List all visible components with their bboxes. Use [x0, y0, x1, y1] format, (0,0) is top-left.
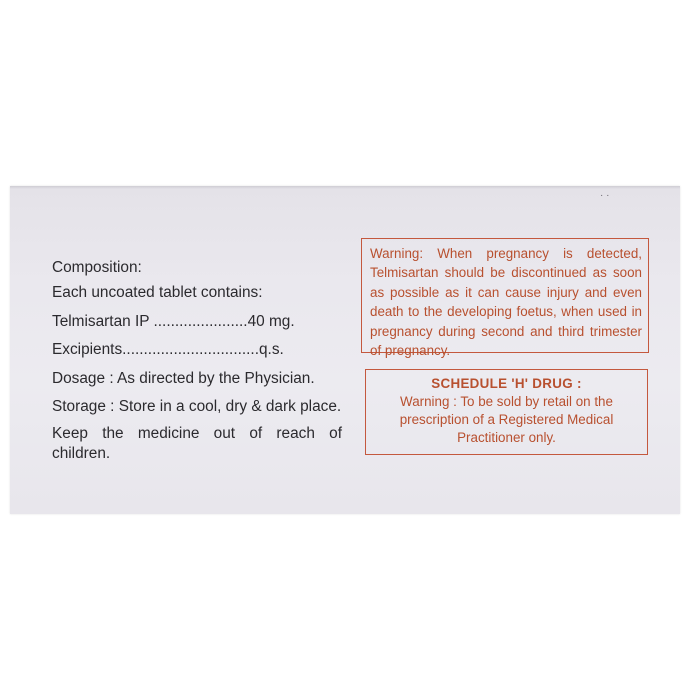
- carton-top-edge: [10, 186, 680, 189]
- composition-heading: Composition:: [52, 259, 142, 276]
- schedule-h-text: Warning : To be sold by retail on the prescription of a Registered Medical Practitioner only.: [399, 394, 614, 445]
- pregnancy-warning-box: [361, 238, 649, 359]
- pregnancy-warning-text: Warning: When pregnancy is detected, Telmisartan should be discontinued as soon as possible as it can cause injury and even death to the developing foetus, when used in pregnancy during second and third trimester of pregnancy.: [370, 246, 642, 359]
- storage-line: Storage : Store in a cool, dry & dark place.: [52, 398, 342, 415]
- schedule-h-title: SCHEDULE 'H' DRUG :: [431, 376, 582, 391]
- print-speck: · ·: [600, 190, 610, 201]
- medicine-carton-panel: [10, 186, 680, 514]
- active-ingredient-line: Telmisartan IP ......................40 mg.: [52, 312, 295, 330]
- tablet-contents-line: Each uncoated tablet contains:: [52, 284, 263, 301]
- composition-block: [52, 258, 342, 471]
- excipients-line: Excipients................................q.s.: [52, 341, 284, 358]
- schedule-h-box: [365, 369, 648, 455]
- keep-away-line: Keep the medicine out of reach of children.: [52, 425, 342, 462]
- dosage-line: Dosage : As directed by the Physician.: [52, 369, 315, 387]
